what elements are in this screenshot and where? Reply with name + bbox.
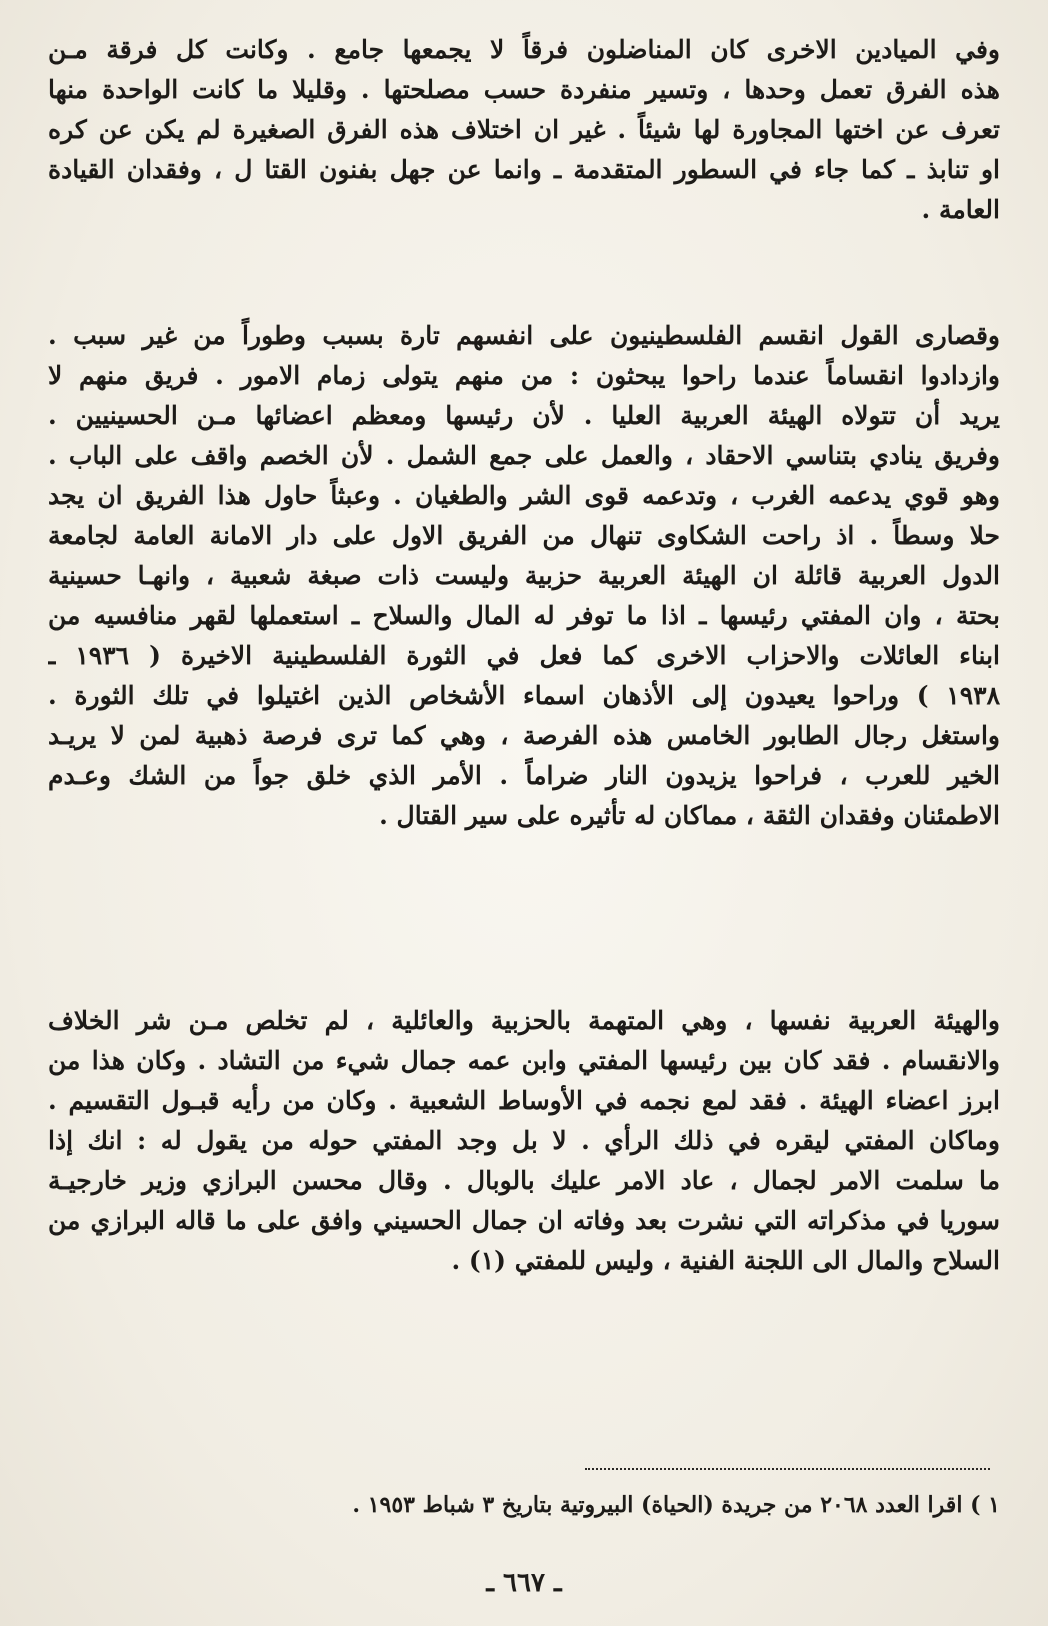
text-line: حلا وسطاً . اذ راحت الشكاوى تنهال من الفريق الاول على دار الامانة العامة لجامعة [48,521,1000,550]
text-line: هذه الفرق تعمل وحدها ، وتسير منفردة حسب مصلحتها . وقليلا ما كانت الواحدة منها [48,75,1000,104]
text-line: الاطمئنان وفقدان الثقة ، مماكان له تأثيره على سير القتال . [379,801,1000,830]
page-number: ـ ٦٦٧ ـ [486,1568,562,1598]
text-line: وازدادوا انقساماً عندما راحوا يبحثون : من منهم يتولى زمام الامور . فريق منهم لا [48,361,1000,390]
text-line: او تنابذ ـ كما جاء في السطور المتقدمة ـ وانما عن جهل بفنون القتا ل ، وفقدان القيادة [48,155,1000,184]
text-line: وقصارى القول انقسم الفلسطينيون على انفسهم تارة بسبب وطوراً من غير سبب . [48,321,1000,350]
text-line: والهيئة العربية نفسها ، وهي المتهمة بالحزبية والعائلية ، لم تخلص مـن شر الخلاف [48,1006,1000,1035]
text-line: بحتة ، وان المفتي رئيسها ـ اذا ما توفر له المال والسلاح ـ استعملها لقهر منافسيه من [48,601,1000,630]
text-line: وفريق ينادي بتناسي الاحقاد ، والعمل على جمع الشمل . لأن الخصم واقف على الباب . [48,441,1000,470]
paragraph-3 [48,1001,1000,1281]
text-line: ابرز اعضاء الهيئة . فقد لمع نجمه في الأوساط الشعبية . وكان من رأيه قبـول التقسيم . [48,1086,1000,1115]
text-line: وهو قوي يدعمه الغرب ، وتدعمه قوى الشر والطغيان . وعبثاً حاول هذا الفريق ان يجد [48,481,1000,510]
text-line: الخير للعرب ، فراحوا يزيدون النار ضراماً . الأمر الذي خلق جواً من الشك وعـدم [48,761,1000,790]
text-line: تعرف عن اختها المجاورة لها شيئاً . غير ان اختلاف هذه الفرق الصغيرة لم يكن عن كره [48,115,1000,144]
text-line: ابناء العائلات والاحزاب الاخرى كما فعل في الثورة الفلسطينية الاخيرة ( ١٩٣٦ ـ [48,641,1000,670]
paragraph-2 [48,316,1000,836]
text-line: والانقسام . فقد كان بين رئيسها المفتي وابن عمه جمال شيء من التشاد . وكان هذا من [48,1046,1000,1075]
text-line: يريد أن تتولاه الهيئة العربية العليا . لأن رئيسها ومعظم اعضائها مـن الحسينيين . [48,401,1000,430]
text-line: ١٩٣٨ ) وراحوا يعيدون إلى الأذهان اسماء الأشخاص الذين اغتيلوا في تلك الثورة . [48,681,1000,710]
footnote-divider [585,1468,990,1470]
footnote: ١ ) اقرا العدد ٢٠٦٨ من جريدة (الحياة) البيروتية بتاريخ ٣ شباط ١٩٥٣ . [352,1492,1000,1518]
text-line: واستغل رجال الطابور الخامس هذه الفرصة ، وهي كما ترى فرصة ذهبية لمن لا يريـد [48,721,1000,750]
text-line: الدول العربية قائلة ان الهيئة العربية حزبية وليست ذات صبغة شعبية ، وانهـا حسينية [48,561,1000,590]
text-line: سوريا في مذكراته التي نشرت بعد وفاته ان جمال الحسيني وافق على ما قاله البرازي من [48,1206,1000,1235]
text-line: وماكان المفتي ليقره في ذلك الرأي . لا بل وجد المفتي حوله من يقول له : انك إذا [48,1126,1000,1155]
paragraph-1 [48,30,1000,230]
text-line: العامة . [921,195,1000,224]
text-line: وفي الميادين الاخرى كان المناضلون فرقاً لا يجمعها جامع . وكانت كل فرقة مـن [48,35,1000,64]
text-line: السلاح والمال الى اللجنة الفنية ، وليس للمفتي (١) . [451,1246,1000,1275]
text-line: ما سلمت الامر لجمال ، عاد الامر عليك بالوبال . وقال محسن البرازي وزير خارجيـة [48,1166,1000,1195]
